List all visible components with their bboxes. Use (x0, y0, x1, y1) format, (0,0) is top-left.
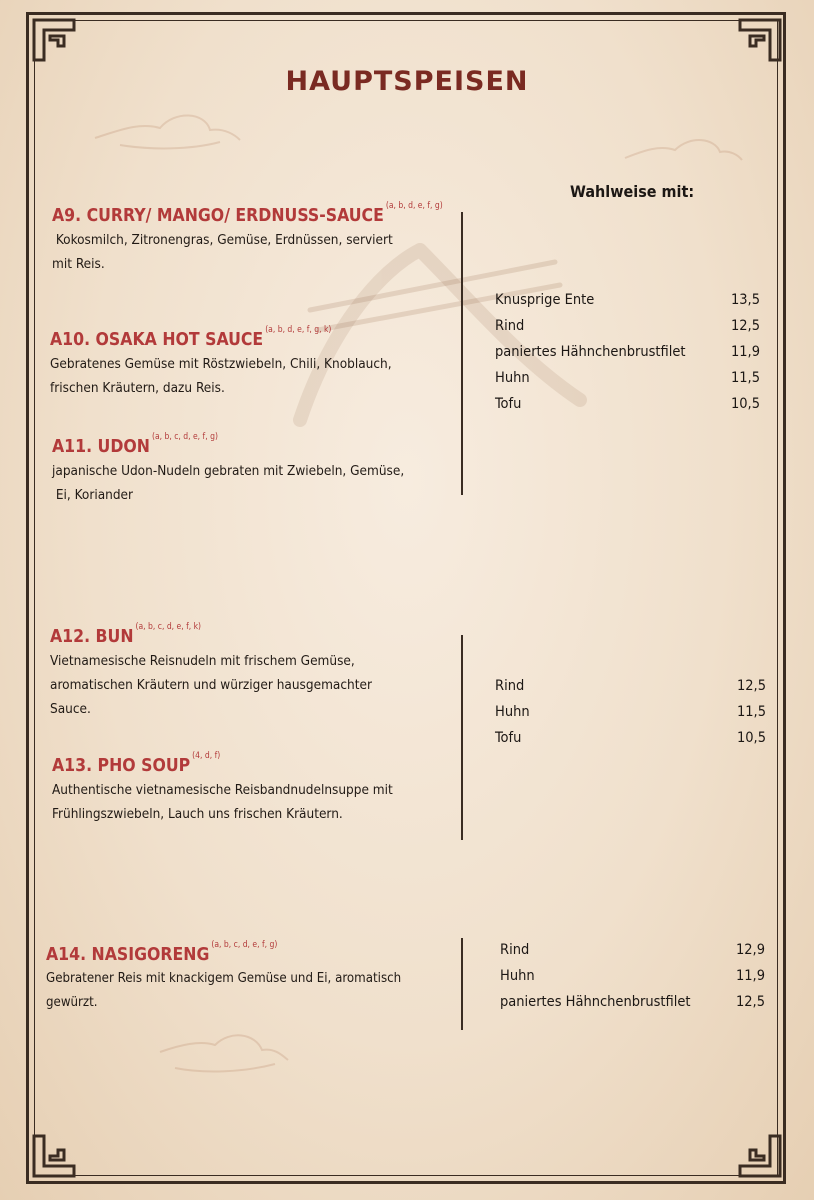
dish-a9 (52, 201, 462, 276)
allergen-codes: (a, b, d, e, f, g) (385, 201, 443, 211)
price-row (495, 673, 766, 699)
price-option: Huhn (500, 968, 535, 984)
dish-desc-line: Frühlingszwiebeln, Lauch uns frischen Kräutern. (52, 806, 343, 822)
price-row (495, 391, 760, 417)
dish-desc-line: mit Reis. (52, 256, 105, 272)
price-table-group-1 (495, 287, 760, 417)
price-row (500, 989, 765, 1015)
price-value: 10,5 (730, 396, 760, 412)
dish-a10 (50, 325, 460, 400)
dish-a12 (50, 622, 460, 721)
dish-name: A9. CURRY/ MANGO/ ERDNUSS-SAUCE (52, 206, 384, 226)
dish-name: A13. PHO SOUP (52, 756, 191, 776)
price-option: Rind (495, 318, 525, 334)
price-row (495, 725, 766, 751)
column-divider (461, 938, 463, 1030)
price-value: 11,5 (730, 370, 760, 386)
price-option: Tofu (495, 730, 522, 746)
price-row (495, 365, 760, 391)
choice-label: Wahlweise mit: (570, 182, 695, 201)
price-value: 12,5 (730, 318, 760, 334)
dish-desc-line: Gebratener Reis mit knackigem Gemüse und Ei, aromatisch (46, 971, 402, 986)
price-option: Rind (495, 678, 525, 694)
dish-name: A10. OSAKA HOT SAUCE (50, 330, 264, 350)
column-divider (461, 635, 463, 840)
dish-desc-line: Kokosmilch, Zitronengras, Gemüse, Erdnüssen, serviert (52, 232, 393, 248)
dish-desc-line: Sauce. (50, 701, 91, 717)
price-row (495, 287, 760, 313)
price-value: 13,5 (730, 292, 760, 308)
price-row (495, 699, 766, 725)
allergen-codes: (4, d, f) (192, 751, 221, 761)
price-row (495, 339, 760, 365)
price-value: 12,9 (735, 942, 765, 958)
price-table-group-3 (500, 937, 765, 1015)
dish-desc-line: Gebratenes Gemüse mit Röstzwiebeln, Chili, Knoblauch, (50, 356, 392, 372)
price-option: Huhn (495, 370, 530, 386)
dish-name: A11. UDON (52, 437, 150, 457)
page-title: HAUPTSPEISEN (285, 66, 529, 97)
dish-desc-line: japanische Udon-Nudeln gebraten mit Zwiebeln, Gemüse, (52, 463, 405, 479)
dish-desc-line: aromatischen Kräutern und würziger hausgemachter (50, 677, 372, 693)
price-value: 12,5 (735, 994, 765, 1010)
corner-ornament-bottom-right (724, 1120, 784, 1180)
price-option: Knusprige Ente (495, 292, 595, 308)
dish-a13 (52, 751, 462, 826)
dish-desc-line: frischen Kräutern, dazu Reis. (50, 380, 225, 396)
price-option: Tofu (495, 396, 522, 412)
price-row (500, 937, 765, 963)
dish-desc-line: Authentische vietnamesische Reisbandnudelnsuppe mit (52, 782, 393, 798)
column-divider (461, 212, 463, 495)
price-row (495, 313, 760, 339)
allergen-codes: (a, b, c, d, e, f, g) (151, 432, 218, 442)
price-value: 11,9 (735, 968, 765, 984)
price-option: paniertes Hähnchenbrustfilet (500, 994, 691, 1010)
dish-a11 (52, 432, 462, 507)
allergen-codes: (a, b, c, d, e, f, g) (211, 940, 278, 950)
corner-ornament-bottom-left (30, 1120, 90, 1180)
price-value: 11,9 (730, 344, 760, 360)
allergen-codes: (a, b, d, e, f, g, k) (265, 325, 332, 335)
allergen-codes: (a, b, c, d, e, f, k) (135, 622, 202, 632)
price-value: 10,5 (736, 730, 766, 746)
price-option: Rind (500, 942, 530, 958)
price-option: paniertes Hähnchenbrustfilet (495, 344, 686, 360)
price-value: 11,5 (736, 704, 766, 720)
price-value: 12,5 (736, 678, 766, 694)
dish-name: A12. BUN (50, 627, 134, 647)
dish-desc-line: Ei, Koriander (52, 487, 134, 503)
dish-desc-line: gewürzt. (46, 995, 98, 1010)
price-table-group-2 (495, 673, 766, 751)
dish-desc-line: Vietnamesische Reisnudeln mit frischem Gemüse, (50, 653, 355, 669)
dish-a14 (46, 940, 466, 1015)
price-row (500, 963, 765, 989)
dish-name: A14. NASIGORENG (46, 945, 210, 965)
price-option: Huhn (495, 704, 530, 720)
